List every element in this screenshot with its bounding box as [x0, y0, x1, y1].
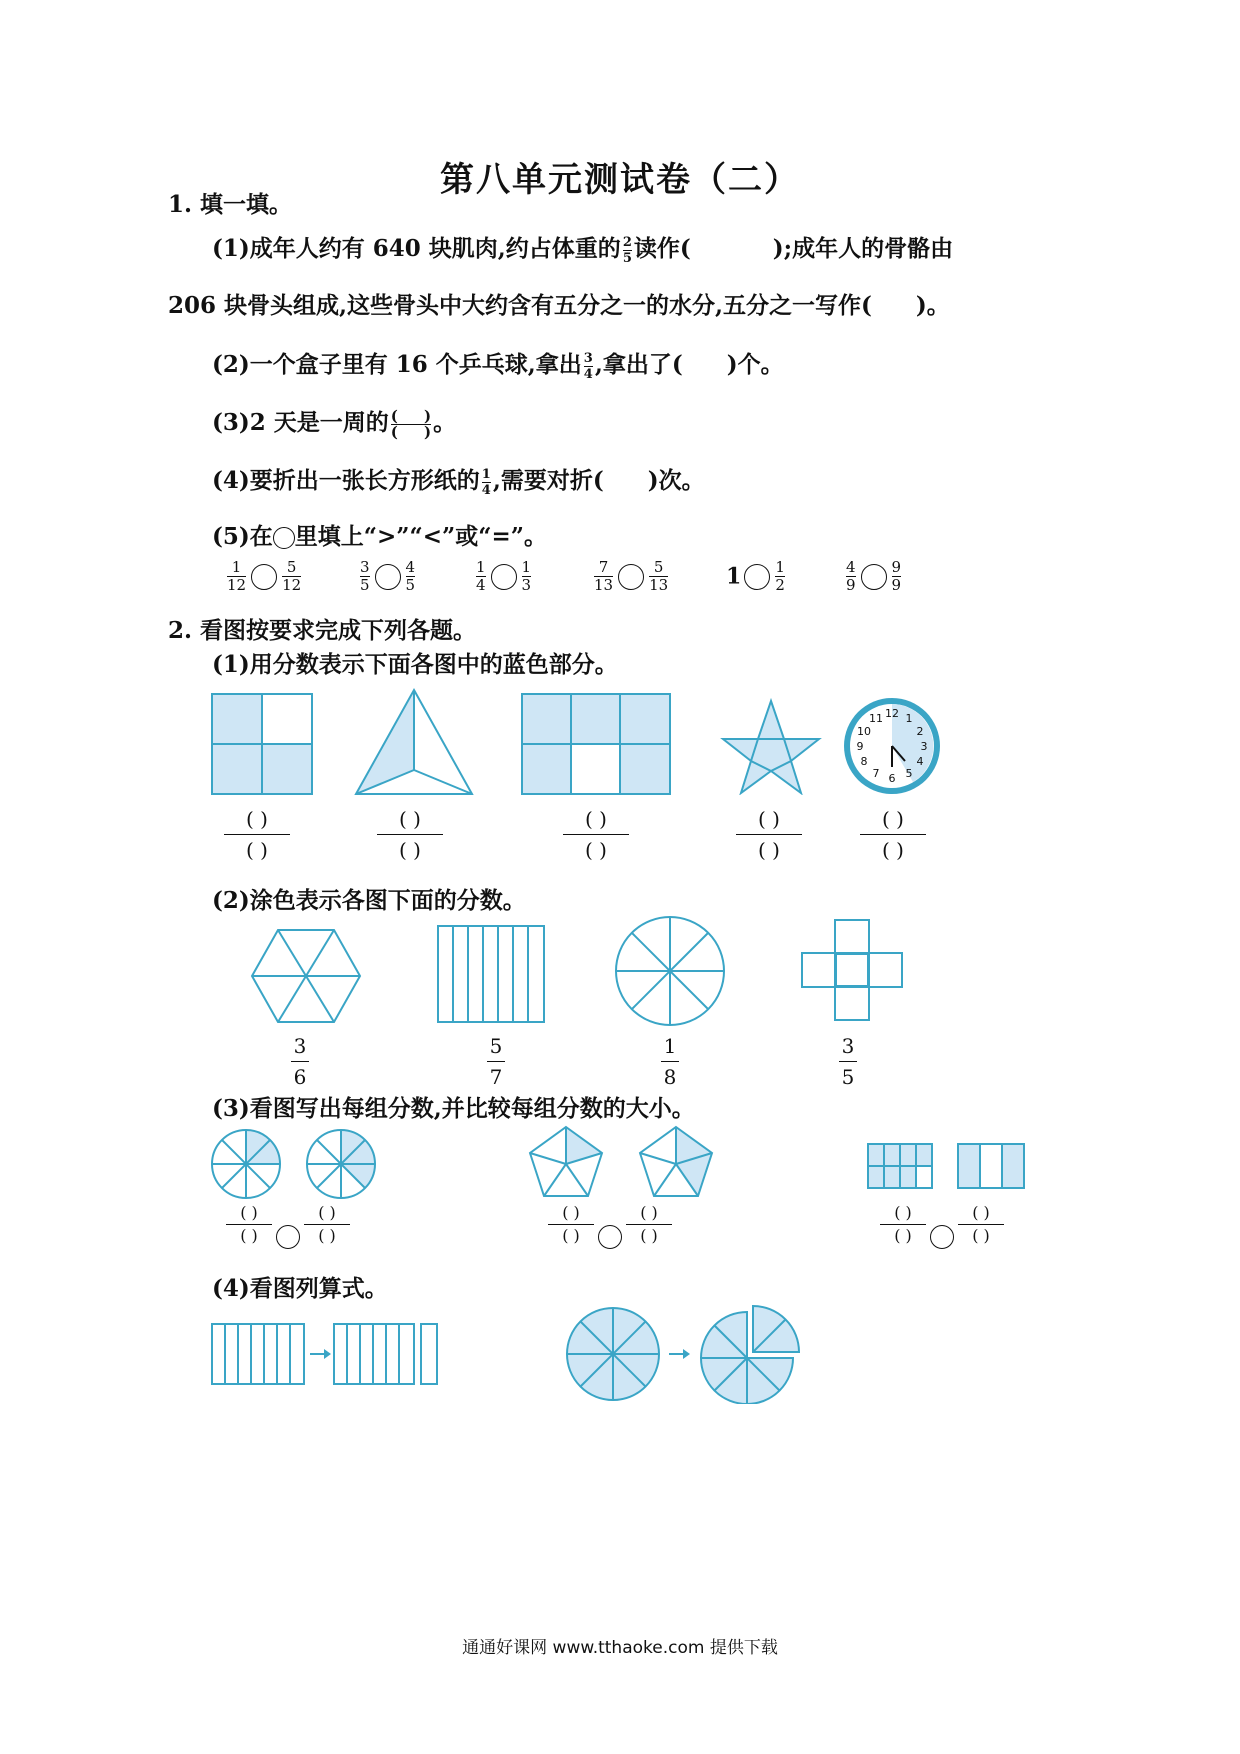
fraction: $\frac{1}{3}$: [521, 558, 532, 594]
compare-item-6: [844, 560, 903, 593]
q1-p2-text-b: ,拿出了(: [594, 351, 683, 378]
fraction: $\frac{3}{5}$: [360, 558, 370, 594]
pentagon-figure-1: [526, 1124, 606, 1200]
q1-p5-text-a: (5)在: [212, 523, 273, 550]
q1-p4-text-c: )次。: [647, 467, 705, 494]
q1-p5-text-b: 里填上“>”“<”或“=”。: [294, 523, 547, 550]
answer-fraction[interactable]: ( ) ( ): [880, 1204, 926, 1245]
pentagon-figure-2: [636, 1124, 716, 1200]
answer-fraction[interactable]: ( ) ( ): [226, 1204, 272, 1245]
compare-item-1: [225, 560, 303, 593]
answer-fraction-1[interactable]: ( ) ( ): [224, 808, 290, 861]
answer-fraction[interactable]: ( ) ( ): [626, 1204, 672, 1245]
circle-subtraction-figure: [565, 1304, 805, 1404]
answer-fraction-2[interactable]: ( ) ( ): [377, 808, 443, 861]
compare-circle[interactable]: [861, 564, 887, 590]
q1-p2-text-a: (2)一个盒子里有 16 个乒乓球,拿出: [212, 351, 582, 378]
cross-figure[interactable]: [800, 918, 904, 1022]
compare-item-2: [358, 560, 417, 593]
answer-fraction-5[interactable]: ( ) ( ): [860, 808, 926, 861]
compare-circle[interactable]: [930, 1225, 954, 1249]
footer-credit: 通通好课网 www.tthaoke.com 提供下载: [462, 1638, 778, 1658]
svg-text:9: 9: [856, 740, 864, 753]
square-quarters-figure: [210, 692, 314, 796]
fraction: $\frac{7}{13}$: [594, 558, 614, 594]
answer-fraction-3[interactable]: ( ) ( ): [563, 808, 629, 861]
fraction: $\frac{1}{2}$: [775, 558, 785, 594]
q2-heading: 2. 看图按要求完成下列各题。: [168, 617, 477, 644]
q1-part5: [212, 518, 547, 551]
blank-fraction[interactable]: $\frac{( )}{( )}$: [390, 406, 432, 441]
clock-figure: [841, 695, 943, 797]
answer-fraction[interactable]: ( ) ( ): [958, 1204, 1004, 1245]
compare-group-3: [880, 1204, 1004, 1249]
fraction: $\frac{3}{4}$: [583, 350, 593, 382]
circle-eighths-figure[interactable]: [613, 914, 727, 1028]
compare-item-4: [592, 560, 670, 593]
compare-circle[interactable]: [744, 564, 770, 590]
q1-part4: [212, 462, 705, 497]
q2-sub2-heading: (2)涂色表示各图下面的分数。: [212, 887, 526, 914]
q2-sub1-heading: (1)用分数表示下面各图中的蓝色部分。: [212, 651, 618, 678]
answer-fraction-4[interactable]: ( ) ( ): [736, 808, 802, 861]
compare-circle[interactable]: [251, 564, 277, 590]
q1-part1-line1: [212, 230, 953, 265]
svg-text:3: 3: [920, 740, 928, 753]
star-figure: [719, 697, 823, 795]
svg-text:8: 8: [860, 755, 868, 768]
rect-grid-figure: [866, 1142, 934, 1190]
circle-icon: [273, 527, 295, 549]
q1-p1-text-b: 读作(: [633, 235, 691, 262]
q2-sub3-heading: (3)看图写出每组分数,并比较每组分数的大小。: [212, 1095, 695, 1122]
svg-text:1: 1: [905, 712, 913, 725]
q1-heading: 1. 填一填。: [168, 191, 293, 218]
answer-fraction[interactable]: ( ) ( ): [304, 1204, 350, 1245]
q1-p3-text-a: (3)2 天是一周的: [212, 409, 389, 436]
compare-item-3: [474, 560, 533, 593]
page-title: 第八单元测试卷（二）: [440, 160, 800, 200]
fraction: $\frac{4}{5}$: [405, 558, 416, 594]
svg-text:10: 10: [857, 725, 871, 738]
q1-p4-text-a: (4)要折出一张长方形纸的: [212, 467, 480, 494]
answer-fraction[interactable]: ( ) ( ): [548, 1204, 594, 1245]
fraction: $\frac{5}{12}$: [282, 558, 302, 594]
svg-text:4: 4: [916, 755, 924, 768]
svg-text:5: 5: [905, 767, 913, 780]
rect-thirds-figure: [956, 1142, 1026, 1190]
fraction: $\frac{2}{5}$: [622, 234, 632, 266]
q1-part3: [212, 404, 456, 439]
fraction: $\frac{4}{9}$: [846, 558, 856, 594]
compare-circle[interactable]: [375, 564, 401, 590]
triangle-figure: [352, 686, 476, 798]
fraction-label-2: 5 7: [486, 1034, 506, 1089]
compare-circle[interactable]: [276, 1225, 300, 1249]
circle-eighths-small-1: [209, 1127, 283, 1201]
fraction-label-3: 1 8: [660, 1034, 680, 1089]
whole-number: 1: [726, 563, 742, 590]
fraction: $\frac{1}{4}$: [476, 558, 486, 594]
svg-text:12: 12: [885, 707, 899, 720]
fraction: $\frac{1}{12}$: [227, 558, 247, 594]
fraction: $\frac{1}{4}$: [481, 466, 491, 498]
q2-sub4-heading: (4)看图列算式。: [212, 1275, 388, 1302]
rectangle-sixths-figure: [520, 692, 672, 796]
rectangle-sevenths-figure[interactable]: [436, 924, 548, 1024]
hexagon-figure[interactable]: [250, 926, 362, 1026]
compare-group-2: [548, 1204, 672, 1249]
q1-p1-text-e: )。: [915, 292, 950, 319]
svg-text:2: 2: [916, 725, 924, 738]
q1-p4-text-b: ,需要对折(: [492, 467, 604, 494]
fraction-label-4: 3 5: [838, 1034, 858, 1089]
q1-p1-text-a: (1)成年人约有 640 块肌肉,约占体重的: [212, 235, 621, 262]
svg-text:11: 11: [869, 712, 883, 725]
q1-p1-text-c: );成年人的骨骼由: [772, 235, 954, 262]
fraction: $\frac{9}{9}$: [891, 558, 902, 594]
svg-text:6: 6: [888, 772, 896, 785]
q1-p2-text-c: )个。: [726, 351, 784, 378]
fraction: $\frac{5}{13}$: [649, 558, 669, 594]
bar-subtraction-figure: [210, 1322, 440, 1388]
q1-p3-text-b: 。: [433, 409, 457, 436]
fraction-label-1: 3 6: [290, 1034, 310, 1089]
svg-text:7: 7: [872, 767, 880, 780]
q1-part1-line2: [168, 287, 950, 320]
compare-circle[interactable]: [618, 564, 644, 590]
compare-circle[interactable]: [598, 1225, 622, 1249]
q1-p1-text-d: 206 块骨头组成,这些骨头中大约含有五分之一的水分,五分之一写作(: [168, 292, 872, 319]
circle-eighths-small-2: [304, 1127, 378, 1201]
compare-group-1: [226, 1204, 350, 1249]
compare-item-5: [726, 560, 787, 593]
q1-part2: [212, 346, 784, 381]
compare-circle[interactable]: [491, 564, 517, 590]
